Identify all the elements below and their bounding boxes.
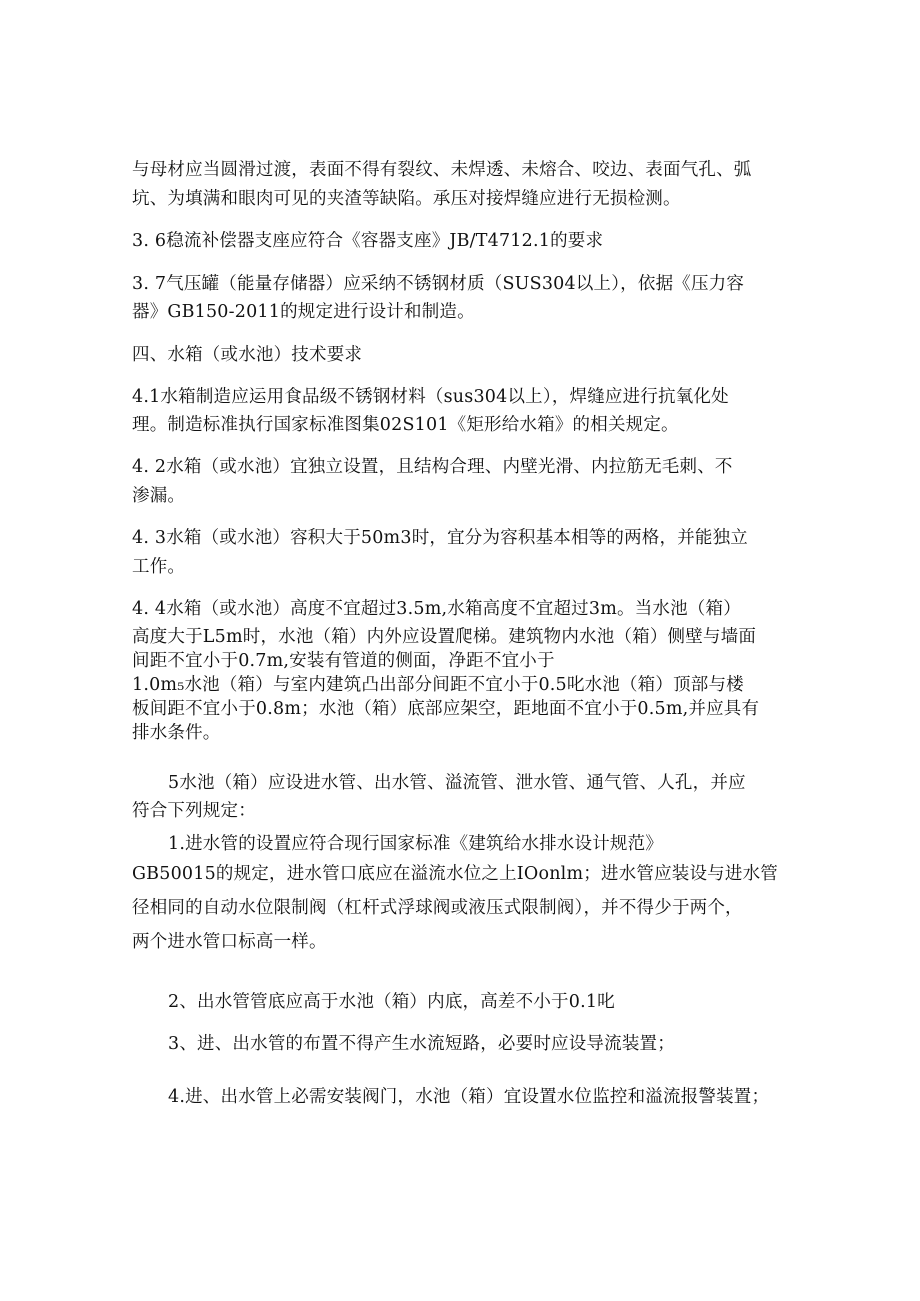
- text-line: 2、出水管管底应高于水池（箱）内底，高差不小于0.1叱: [168, 992, 615, 1012]
- text-line: 排水条件。: [132, 723, 221, 743]
- text-line: 5水池（箱）应设进水管、出水管、溢流管、泄水管、通气管、人孔，并应: [168, 773, 746, 793]
- text-line: 渗漏。: [132, 486, 186, 506]
- text-line: 4.进、出水管上必需安装阀门，水池（箱）宜设置水位监控和溢流报警装置；: [168, 1087, 770, 1107]
- text-line: 3、进、出水管的布置不得产生水流短路，必要时应设导流装置；: [168, 1034, 675, 1054]
- text-line: 高度大于L5m时，水池（箱）内外应设置爬梯。建筑物内水池（箱）侧壁与墙面: [132, 627, 757, 647]
- text-line: 与母材应当圆滑过渡，表面不得有裂纹、未焊透、未熔合、咬边、表面气孔、弧: [132, 160, 752, 180]
- text-line: 理。制造标准执行国家标准图集02S101《矩形给水箱》的相关规定。: [132, 415, 679, 435]
- text-line: 4.1水箱制造应运用食品级不锈钢材料（sus304以上），焊缝应进行抗氧化处: [132, 387, 729, 407]
- text-line: 器》GB150-2011的规定进行设计和制造。: [132, 302, 475, 322]
- text-line: 1.0m₅水池（箱）与室内建筑凸出部分间距不宜小于0.5叱水池（箱）顶部与楼: [132, 675, 744, 695]
- text-line: 径相同的自动水位限制阀（杠杆式浮球阀或液压式限制阀），并不得少于两个，: [132, 898, 743, 918]
- text-line: 4. 3水箱（或水池）容积大于50m3时，宜分为容积基本相等的两格，并能独立: [132, 528, 748, 548]
- text-line: 工作。: [132, 557, 186, 577]
- text-line: 间距不宜小于0.7m,安装有管道的侧面，净距不宜小于: [132, 651, 555, 671]
- section-heading: 四、水箱（或水池）技术要求: [132, 345, 363, 365]
- text-line: GB50015的规定，进水管口底应在溢流水位之上IOonlm；进水管应装设与进水管: [132, 864, 778, 884]
- text-line: 符合下列规定：: [132, 801, 256, 821]
- text-line: 两个进水管口标高一样。: [132, 932, 327, 952]
- text-line: 板间距不宜小于0.8m；水池（箱）底部应架空，距地面不宜小于0.5m,并应具有: [132, 699, 760, 719]
- text-line: 4. 2水箱（或水池）宜独立设置，且结构合理、内壁光滑、内拉筋无毛刺、不: [132, 457, 733, 477]
- text-line: 坑、为填满和眼肉可见的夹渣等缺陷。承压对接焊缝应进行无损检测。: [132, 189, 681, 209]
- text-line: 3. 7气压罐（能量存储器）应采纳不锈钢材质（SUS304以上），依据《压力容: [132, 274, 745, 294]
- text-line: 3. 6稳流补偿器支座应符合《容器支座》JB/T4712.1的要求: [132, 231, 604, 251]
- text-line: 4. 4水箱（或水池）高度不宜超过3.5m,水箱高度不宜超过3m。当水池（箱）: [132, 599, 741, 619]
- text-line: 1.进水管的设置应符合现行国家标准《建筑给水排水设计规范》: [168, 834, 663, 854]
